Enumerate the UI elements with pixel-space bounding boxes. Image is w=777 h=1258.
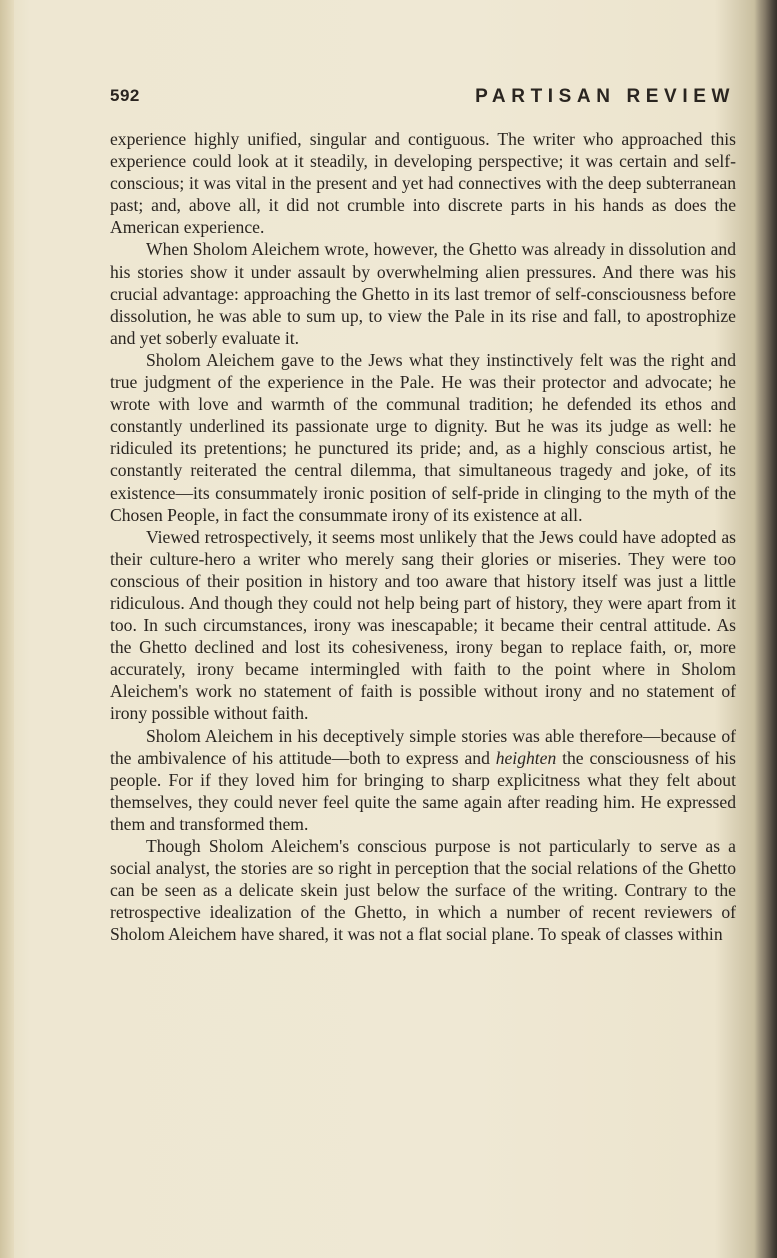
paragraph-5 (110, 725, 736, 835)
paragraph-6: Though Sholom Aleichem's conscious purpose is not particularly to serve as a social analyst, the stories are so right in perception that the social relations of the Ghetto can be seen as a delicate skein just below the surface of the writing. Contrary to the retrospective idealization of the Ghetto, in which a number of recent reviewers of Sholom Aleichem have shared, it was not a flat social plane. To speak of classes within (110, 836, 736, 945)
paragraph-4: Viewed retrospectively, it seems most unlikely that the Jews could have adopted as their culture-hero a writer who merely sang their glories or miseries. They were too conscious of their position in history and too aware that history itself was just a little ridiculous. And though they could not help being part of history, they were apart from it too. In such circumstances, irony was inescapable; it became their central attitude. As the Ghetto declined and lost its cohesiveness, irony began to replace faith, or, more accurately, irony became intermingled with faith to the point where in Sholom Aleichem's work no statement of faith is possible without irony and no statement of irony possible without faith. (110, 526, 736, 724)
paragraph-1: experience highly unified, singular and contiguous. The writer who approached this experience could look at it steadily, in developing perspective; it was certain and self-conscious; it was vital in the present and yet had connectives with the deep subterranean past; and, above all, it did not crumble into discrete parts in his hands as does the American experience. (110, 129, 736, 238)
running-head: PARTISAN REVIEW (475, 86, 735, 107)
paragraph-5-text-b: the consciousness of his people. For if they loved him for bringing to sharp explicitness what they felt about themselves, they could never feel quite the same again after reading him. He expressed them and transformed them. (110, 747, 736, 834)
page-number: 592 (110, 86, 140, 105)
page-edge-shadow (755, 0, 777, 1258)
body-text (110, 128, 736, 945)
paragraph-5-italic-word: heighten (495, 747, 557, 768)
paragraph-3: Sholom Aleichem gave to the Jews what they instinctively felt was the right and true judgment of the experience in the Pale. He was their protector and advocate; he wrote with love and warmth of the communal tradition; he defended its ethos and constantly underlined its passionate urge to dignity. But he was its judge as well: he ridiculed its pretentions; he punctured its pride; and, as a highly conscious artist, he constantly reiterated the central dilemma, that simultaneous tragedy and joke, of its existence—its consummately ironic position of self-pride in clinging to the myth of the Chosen People, in fact the consummate irony of its existence at all. (110, 349, 736, 525)
page-gutter-shadow (0, 0, 14, 1258)
page-header (110, 86, 735, 112)
paragraph-2: When Sholom Aleichem wrote, however, the Ghetto was already in dissolution and his stories show it under assault by overwhelming alien pressures. And there was his crucial advantage: approaching the Ghetto in its last tremor of self-consciousness before dissolution, he was able to sum up, to view the Pale in its rise and fall, to apostrophize and yet soberly evaluate it. (110, 239, 736, 348)
paragraph-5-text-a: Sholom Aleichem in his deceptively simple stories was able therefore—because of the ambivalence of his attitude—both to express and (110, 725, 736, 768)
